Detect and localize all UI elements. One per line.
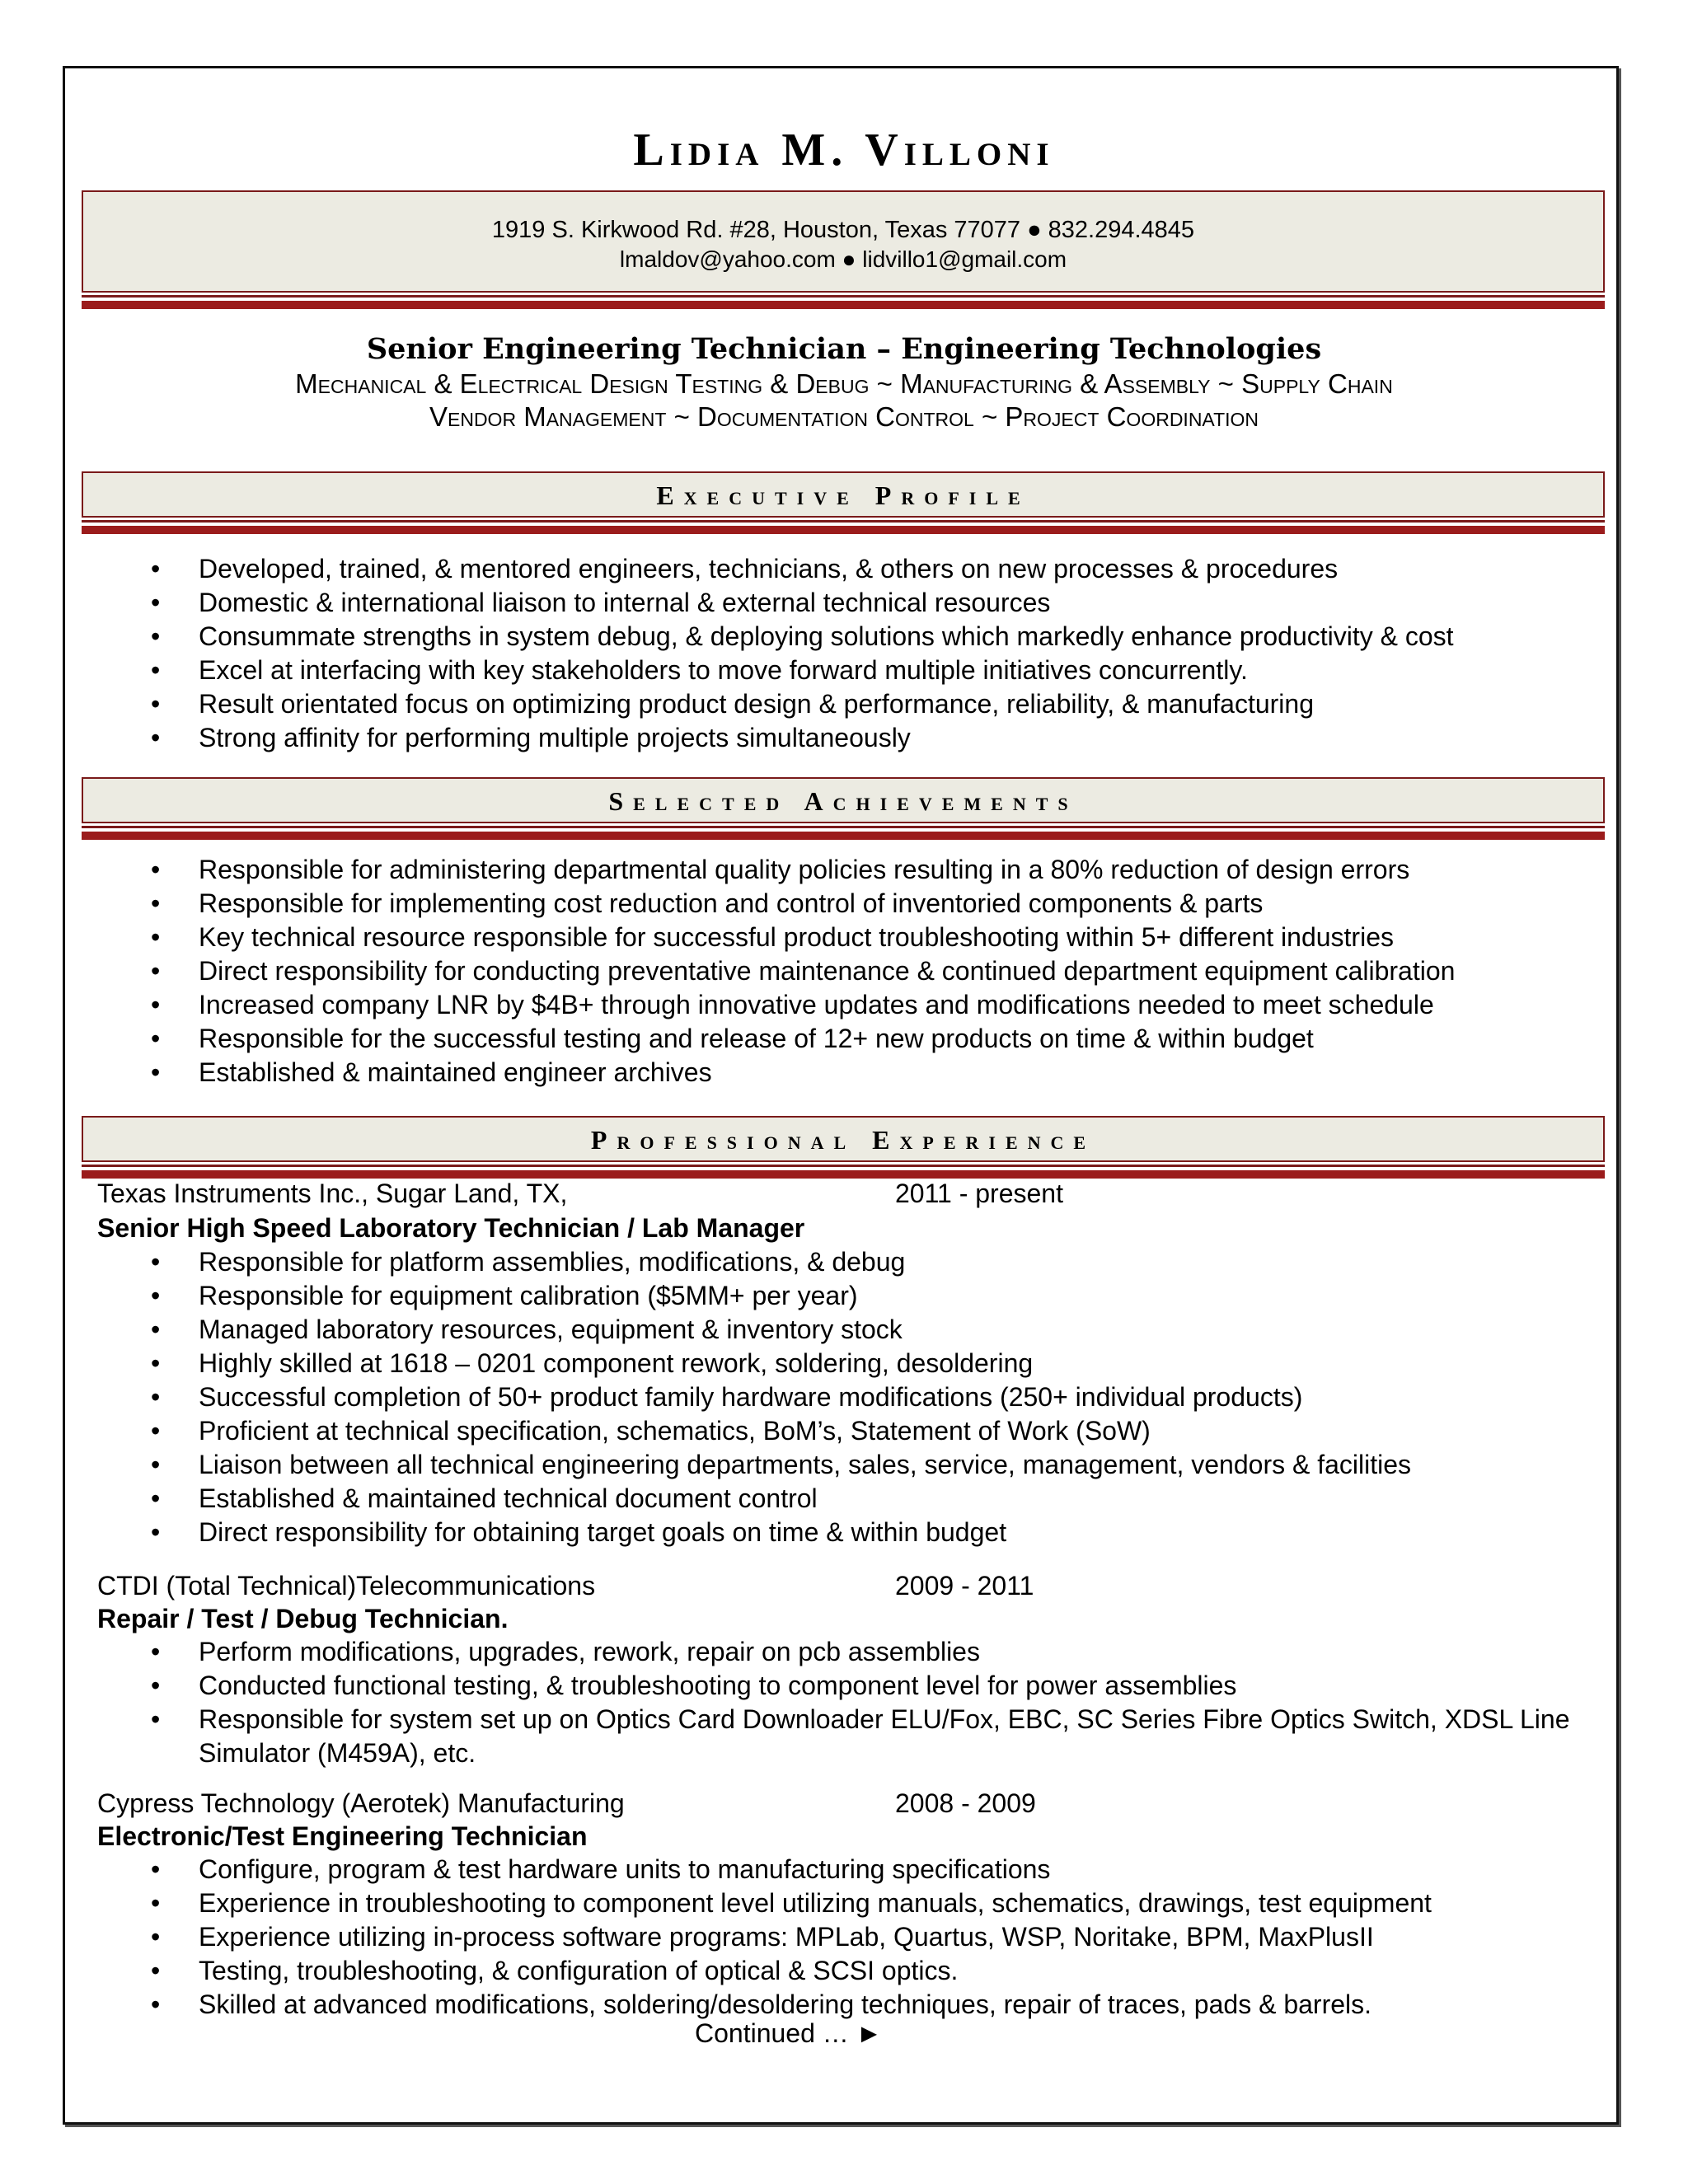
job-title: Senior High Speed Laboratory Technician / Lab Manager: [97, 1213, 805, 1243]
focus-line-1: Mechanical & Electrical Design Testing & Debug ~ Manufacturing & Assembly ~ Supply Chain: [295, 368, 1393, 399]
email-line: lmaldov@yahoo.com ● lidvillo1@gmail.com: [619, 246, 1067, 272]
list-item: • Increased company LNR by $4B+ through innovative updates and modifications needed to meet schedule: [0, 988, 1455, 1022]
list-item: • Excel at interfacing with key stakeholders to move forward multiple initiatives concurrently.: [0, 654, 1454, 687]
job-company: Texas Instruments Inc., Sugar Land, TX,: [97, 1179, 568, 1208]
job-duties-list: [0, 1853, 1432, 2022]
list-item: • Responsible for administering departmental quality policies resulting in a 80% reduction of design errors: [0, 853, 1455, 887]
section-professional-experience: Professional Experience: [82, 1116, 1605, 1162]
list-item: • Responsible for the successful testing and release of 12+ new products on time & within budget: [0, 1022, 1455, 1056]
list-item: • Conducted functional testing, & troubleshooting to component level for power assemblies: [0, 1669, 1592, 1703]
job-company: Cypress Technology (Aerotek) Manufacturing: [97, 1788, 625, 1818]
list-item: • Established & maintained engineer archives: [0, 1056, 1455, 1090]
contact-box: [82, 190, 1605, 293]
list-item: • Successful completion of 50+ product family hardware modifications (250+ individual products): [0, 1380, 1411, 1414]
list-item: • Strong affinity for performing multiple projects simultaneously: [0, 721, 1454, 755]
list-item: • Domestic & international liaison to internal & external technical resources: [0, 586, 1454, 620]
list-item: • Responsible for equipment calibration ($5MM+ per year): [0, 1279, 1411, 1313]
list-item: • Result orientated focus on optimizing product design & performance, reliability, & manufacturing: [0, 687, 1454, 721]
list-item: • Highly skilled at 1618 – 0201 component rework, soldering, desoldering: [0, 1347, 1411, 1380]
list-item: • Configure, program & test hardware units to manufacturing specifications: [0, 1853, 1432, 1886]
executive-profile-list: [0, 552, 1454, 755]
header-divider: [82, 295, 1605, 309]
list-item: • Established & maintained technical document control: [0, 1482, 1411, 1516]
job-dates: 2008 - 2009: [895, 1788, 1036, 1818]
list-item: • Direct responsibility for obtaining target goals on time & within budget: [0, 1516, 1411, 1549]
list-item: • Proficient at technical specification, schematics, BoM’s, Statement of Work (SoW): [0, 1414, 1411, 1448]
list-item: • Consummate strengths in system debug, & deploying solutions which markedly enhance productivity & cost: [0, 620, 1454, 654]
achievements-list: [0, 853, 1455, 1090]
focus-line-2: Vendor Management ~ Documentation Control ~ Project Coordination: [429, 401, 1259, 432]
job-title: Repair / Test / Debug Technician.: [97, 1604, 509, 1633]
list-item: • Liaison between all technical engineering departments, sales, service, management, vendors & facilities: [0, 1448, 1411, 1482]
list-item: • Developed, trained, & mentored engineers, technicians, & others on new processes & procedures: [0, 552, 1454, 586]
headline-title: Senior Engineering Technician – Engineering Technologies: [366, 332, 1322, 366]
section-divider: [82, 826, 1605, 840]
address-line: 1919 S. Kirkwood Rd. #28, Houston, Texas 77077 ● 832.294.4845: [491, 217, 1195, 243]
job-dates: 2011 - present: [895, 1179, 1063, 1208]
list-item: • Testing, troubleshooting, & configuration of optical & SCSI optics.: [0, 1954, 1432, 1988]
list-item: • Experience utilizing in-process software programs: MPLab, Quartus, WSP, Noritake, BPM, MaxPlusII: [0, 1920, 1432, 1954]
section-divider: [82, 520, 1605, 534]
list-item: • Skilled at advanced modifications, soldering/desoldering techniques, repair of traces, pads & barrels.: [0, 1988, 1432, 2022]
list-item: • Key technical resource responsible for successful product troubleshooting within 5+ different industries: [0, 921, 1455, 954]
section-executive-profile: Executive Profile: [82, 471, 1605, 518]
list-item: • Managed laboratory resources, equipment & inventory stock: [0, 1313, 1411, 1347]
list-item: • Direct responsibility for conducting preventative maintenance & continued department equipment calibration: [0, 954, 1455, 988]
list-item: • Experience in troubleshooting to component level utilizing manuals, schematics, drawings, test equipment: [0, 1886, 1432, 1920]
job-dates: 2009 - 2011: [895, 1571, 1034, 1601]
job-duties-list: [0, 1245, 1411, 1549]
continued-indicator: Continued … ►: [695, 2018, 883, 2048]
job-duties-list: [0, 1635, 1592, 1770]
job-company: CTDI (Total Technical)Telecommunications: [97, 1571, 596, 1601]
job-title: Electronic/Test Engineering Technician: [97, 1821, 588, 1851]
candidate-name: Lidia M. Villoni: [633, 124, 1055, 176]
list-item: • Responsible for system set up on Optics Card Downloader ELU/Fox, EBC, SC Series Fibre Optics Switch, XDSL Line Simulator (M459A), etc.: [0, 1703, 1592, 1770]
section-selected-achievements: Selected Achievements: [82, 777, 1605, 823]
list-item: • Responsible for implementing cost reduction and control of inventoried components & parts: [0, 887, 1455, 921]
list-item: • Perform modifications, upgrades, rework, repair on pcb assemblies: [0, 1635, 1592, 1669]
list-item: • Responsible for platform assemblies, modifications, & debug: [0, 1245, 1411, 1279]
